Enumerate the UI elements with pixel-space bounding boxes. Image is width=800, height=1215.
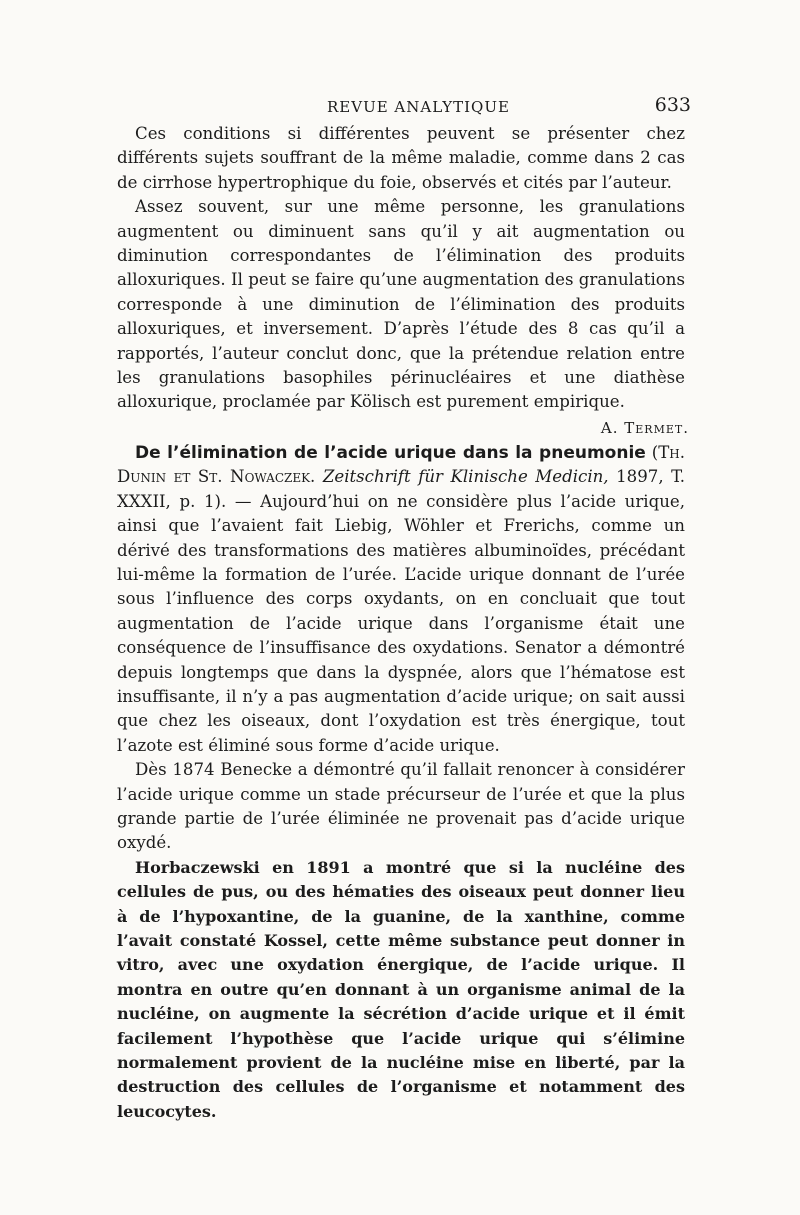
article-elimination-acide-urique [117,441,685,758]
paragraph-granulations: Assez souvent, sur une même personne, les granulations augmentent ou diminuent sans qu’il y ait augmentation ou diminution correspondantes de l’élimination des produits alloxuriques. Il peut se faire qu’une augmentation des granulations corresponde à une diminution de l’élimination des produits alloxuriques, et inversement. D’après l’étude des 8 cas qu’il a rapportés, l’auteur conclut donc, que la prétendue relation entre les granulations basophiles périnucléaires et une diathèse alloxurique, proclamée par Kölisch est purement empirique. [117,197,685,412]
paragraph-benecke: Dès 1874 Benecke a démontré qu’il fallait renoncer à considérer l’acide urique comme un stade précurseur de l’urée et que la plus grande partie de l’urée éliminée ne provenait pas d’acide urique oxydé. [117,760,685,853]
article-title: De l’élimination de l’acide urique dans la pneumonie [135,442,646,463]
article-citation: 1897, T. XXXII, p. 1). — [117,467,685,511]
article-journal: Zeitschrift für Klinische Medicin, [322,467,609,487]
article-authors: (Th. Dunin et St. Nowaczek. [117,442,686,487]
page-number: 633 [654,94,691,116]
paragraph-conditions: Ces conditions si différentes peuvent se présenter chez différents sujets souffrant de la même maladie, comme dans 2 cas de cirrhose hypertrophique du foie, observés et cités par l’auteur. [117,124,685,192]
page [117,92,691,1124]
running-header [117,92,691,122]
paragraph-horbaczewski: Horbaczewski en 1891 a montré que si la nucléine des cellules de pus, ou des hématies des oiseaux peut donner lieu à de l’hypoxantine, de la guanine, de la xanthine, comme l’avait constaté Kossel, cette même substance peut donner in vitro, avec une oxydation énergique, de l’acide urique. Il montra en outre qu’en donnant à un organisme animal de la nucléine, on augmente la sécrétion d’acide urique et il émit facilement l’hypothèse que l’acide urique qui s’élimine normalement provient de la nucléine mise en liberté, par la destruction des cellules de l’organisme et notamment des leucocytes. [117,857,685,1121]
running-title: REVUE ANALYTIQUE [327,98,510,116]
signature-termet: A. Termet. [600,418,689,437]
article-body: Aujourd’hui on ne considère plus l’acide urique, ainsi que l’avaient fait Liebig, Wöhler et Frerichs, comme un dérivé des transformations des matières albuminoïdes, précédant lui-même la formation de l’urée. L’acide urique donnant de l’urée sous l’influence des corps oxydants, on en concluait que tout augmentation de l’acide urique dans l’organisme était une conséquence de l’insuffisance des oxydations. Senator a démontré depuis longtemps que dans la dyspnée, alors que l’hématose est insuffisante, il n’y a pas augmentation d’acide urique; on sait aussi que chez les oiseaux, dont l’oxydation est très énergique, tout l’azote est éliminé sous forme d’acide urique. [117,491,685,755]
